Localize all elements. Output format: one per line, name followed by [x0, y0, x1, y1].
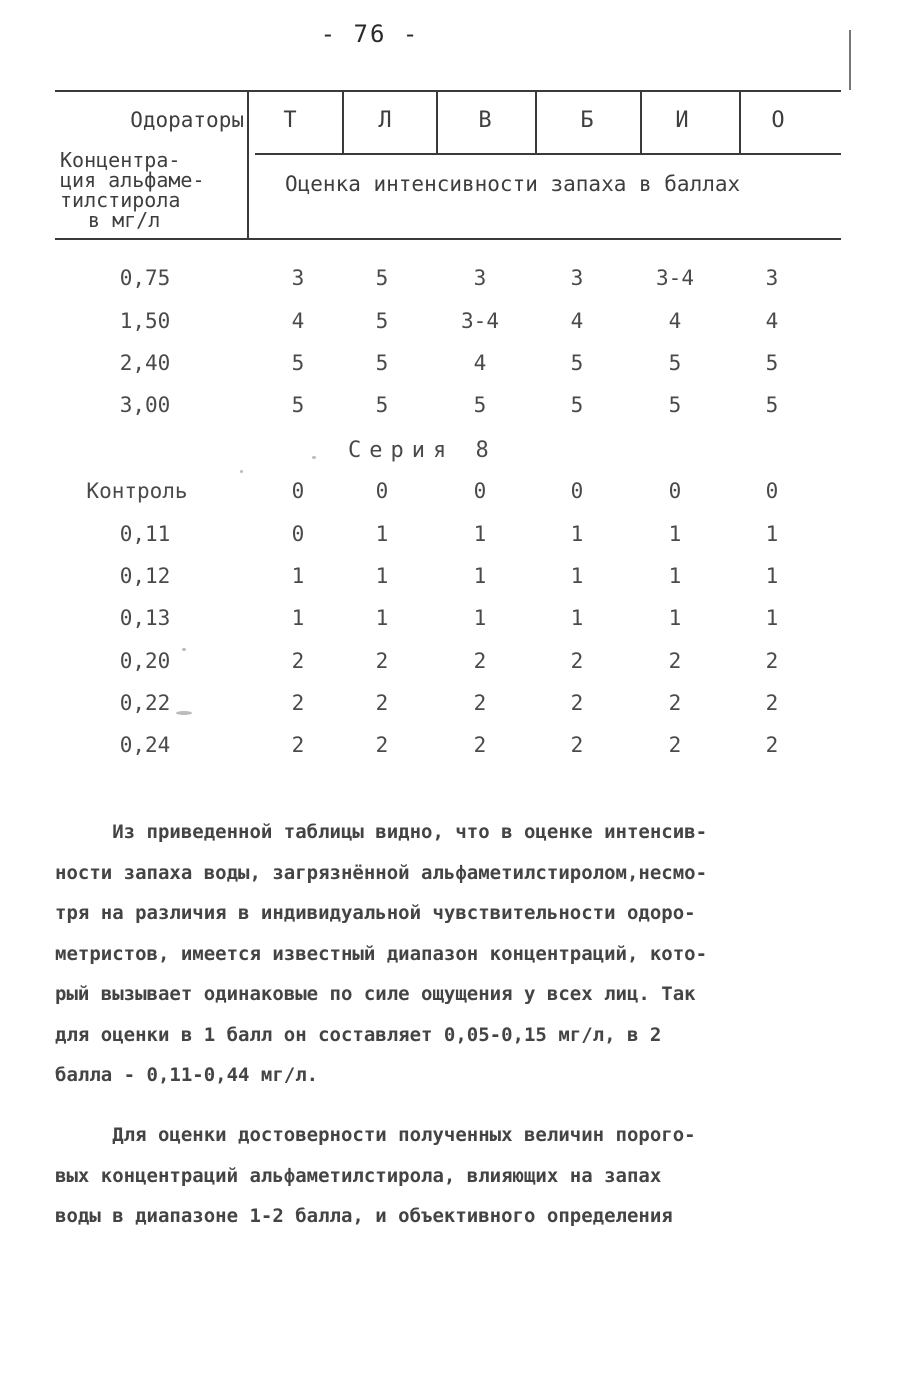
text-line: для оценки в 1 балл он составляет 0,05-0,15 мг/л, в 2	[55, 1023, 662, 1046]
concentration-cell: 0,24	[119, 733, 171, 757]
value-cell: 0	[291, 479, 305, 503]
value-cell: 2	[570, 649, 584, 673]
concentration-cell: 2,40	[119, 351, 171, 375]
value-cell: 2	[570, 691, 584, 715]
value-cell: 5	[765, 351, 779, 375]
value-cell: 2	[765, 691, 779, 715]
value-cell: 5	[570, 351, 584, 375]
value-cell: 2	[668, 691, 682, 715]
value-cell: 5	[570, 393, 584, 417]
value-cell: 1	[668, 606, 682, 630]
value-cell: 2	[375, 691, 389, 715]
text-line: вых концентраций альфаметилстирола, влияющих на запах	[55, 1164, 662, 1187]
odorator-header: О	[771, 108, 785, 133]
scan-speck	[182, 648, 186, 651]
value-cell: 1	[765, 522, 779, 546]
value-cell: 5	[765, 393, 779, 417]
value-cell: 2	[473, 733, 487, 757]
value-cell: 1	[473, 522, 487, 546]
value-cell: 1	[291, 564, 305, 588]
value-cell: 1	[668, 522, 682, 546]
value-cell: 2	[570, 733, 584, 757]
value-cell: 2	[291, 691, 305, 715]
odorator-header: В	[478, 108, 492, 133]
value-cell: 1	[570, 606, 584, 630]
text-line: воды в диапазоне 1-2 балла, и объективного определения	[55, 1205, 673, 1227]
scan-speck	[312, 456, 316, 459]
concentration-cell: 1,50	[119, 309, 171, 333]
concentration-label-line: тилстирола	[60, 188, 181, 212]
value-cell: 4	[668, 309, 682, 333]
table-row	[0, 309, 903, 339]
value-cell: 2	[375, 649, 389, 673]
text-line: Из приведенной таблицы видно, что в оценке интенсив-	[55, 821, 708, 843]
odorator-rule-3	[535, 92, 537, 154]
header-bottom-rule	[55, 238, 841, 240]
text-line: метристов, имеется известный диапазон концентраций, кото-	[55, 942, 708, 965]
value-cell: 5	[291, 393, 305, 417]
table-row	[0, 649, 903, 679]
value-cell: 2	[291, 649, 305, 673]
value-cell: 3	[291, 266, 305, 290]
concentration-label-line: Концентра-	[60, 148, 181, 172]
value-cell: 5	[375, 266, 389, 290]
value-cell: 1	[375, 564, 389, 588]
value-cell: 1	[668, 564, 682, 588]
value-cell: 2	[765, 733, 779, 757]
value-cell: 1	[375, 606, 389, 630]
value-cell: 5	[375, 351, 389, 375]
value-cell: 1	[291, 606, 305, 630]
value-cell: 1	[375, 522, 389, 546]
concentration-label	[60, 150, 240, 230]
table-row	[0, 351, 903, 381]
table-row	[0, 691, 903, 721]
value-cell: 0	[375, 479, 389, 503]
page-number: - 76 -	[320, 20, 420, 48]
value-cell: 2	[765, 649, 779, 673]
value-cell: 3	[765, 266, 779, 290]
value-cell: 1	[570, 522, 584, 546]
value-cell: 2	[668, 649, 682, 673]
value-cell: 2	[668, 733, 682, 757]
value-cell: 4	[291, 309, 305, 333]
series-label: Серия 8	[348, 438, 497, 463]
odorator-rule-2	[436, 92, 438, 154]
value-cell: 0	[668, 479, 682, 503]
value-cell: 0	[765, 479, 779, 503]
value-cell: 2	[291, 733, 305, 757]
text-line: рый вызывает одинаковые по силе ощущения у всех лиц. Так	[55, 983, 696, 1005]
value-cell: 1	[570, 564, 584, 588]
odorator-header: Т	[283, 108, 297, 133]
value-cell: 5	[291, 351, 305, 375]
value-cell: 3-4	[461, 309, 499, 333]
value-cell: 0	[473, 479, 487, 503]
value-cell: 5	[668, 393, 682, 417]
paragraph-1	[55, 812, 855, 1096]
value-cell: 4	[765, 309, 779, 333]
concentration-label-line: в мг/л	[88, 208, 161, 232]
concentration-label-line: ция альфаме-	[60, 168, 205, 192]
value-cell: 5	[375, 393, 389, 417]
odorator-header: Б	[580, 108, 594, 133]
odorator-header: И	[675, 108, 689, 133]
value-cell: 4	[570, 309, 584, 333]
value-cell: 3-4	[656, 266, 694, 290]
concentration-cell: 0,13	[119, 606, 171, 630]
concentration-cell: 0,11	[119, 522, 171, 546]
concentration-cell: 0,75	[119, 266, 171, 290]
odorators-label: Одораторы	[130, 108, 244, 132]
table-row	[0, 393, 903, 423]
text-line: ности запаха воды, загрязнённой альфаметилстиролом,несмо-	[55, 861, 708, 884]
concentration-cell: 0,20	[119, 649, 171, 673]
value-cell: 1	[765, 606, 779, 630]
table-row	[0, 606, 903, 636]
concentration-cell: 0,22	[119, 691, 171, 715]
value-cell: 0	[570, 479, 584, 503]
text-line: балла - 0,11-0,44 мг/л.	[55, 1064, 319, 1086]
value-cell: 3	[570, 266, 584, 290]
value-cell: 0	[291, 522, 305, 546]
value-cell: 1	[473, 564, 487, 588]
value-cell: 2	[473, 649, 487, 673]
odorator-header: Л	[378, 108, 392, 133]
odorator-rule-5	[739, 92, 741, 154]
scan-speck	[176, 711, 192, 715]
table-row	[0, 733, 903, 763]
odorator-rule-4	[640, 92, 642, 154]
value-cell: 2	[473, 691, 487, 715]
value-cell: 5	[668, 351, 682, 375]
value-cell: 2	[375, 733, 389, 757]
value-cell: 4	[473, 351, 487, 375]
value-cell: 5	[375, 309, 389, 333]
paragraph-2	[55, 1115, 855, 1237]
table-top-rule	[55, 90, 841, 92]
value-cell: 1	[473, 606, 487, 630]
table-row	[0, 479, 903, 509]
table-row	[0, 564, 903, 594]
table-row	[0, 522, 903, 552]
text-line: Для оценки достоверности полученных величин порого-	[55, 1124, 696, 1146]
concentration-cell: Контроль	[86, 479, 188, 503]
concentration-cell: 0,12	[119, 564, 171, 588]
page-edge-mark	[849, 30, 851, 90]
concentration-cell: 3,00	[119, 393, 171, 417]
value-cell: 3	[473, 266, 487, 290]
table-row	[0, 266, 903, 296]
value-cell: 5	[473, 393, 487, 417]
stub-column-rule	[247, 92, 249, 238]
scan-speck	[240, 470, 243, 473]
assessment-label: Оценка интенсивности запаха в баллах	[285, 172, 741, 196]
odorator-rule-1	[342, 92, 344, 154]
value-cell: 1	[765, 564, 779, 588]
text-line: тря на различия в индивидуальной чувствительности одоро-	[55, 902, 696, 924]
